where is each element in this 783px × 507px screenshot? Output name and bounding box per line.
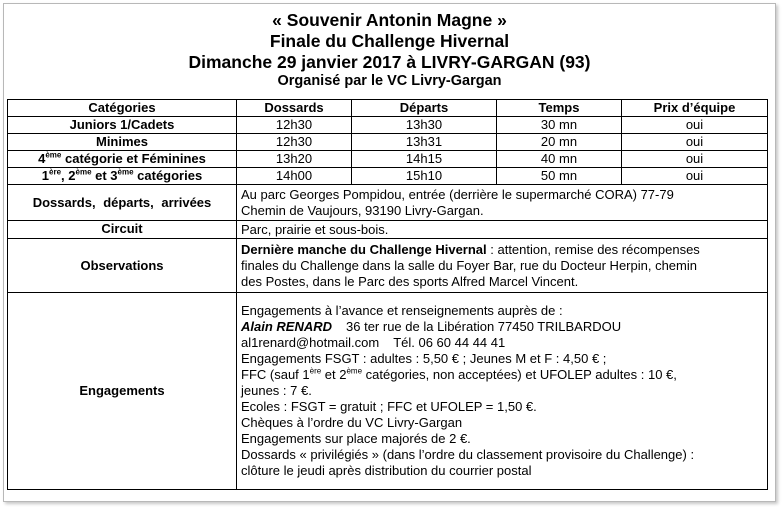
table-row	[8, 168, 768, 185]
dossards-departs-row	[8, 185, 768, 221]
document-header	[4, 10, 775, 90]
table-row	[8, 151, 768, 168]
temps-cell: 50 mn	[497, 168, 622, 185]
circuit-label: Circuit	[8, 221, 237, 239]
dossards-departs-text: Au parc Georges Pompidou, entrée (derrière le supermarché CORA) 77-79 Chemin de Vaujours, 93190 Livry-Gargan.	[237, 185, 768, 221]
departs-cell: 15h10	[352, 168, 497, 185]
header-prix: Prix d’équipe	[622, 100, 768, 117]
prix-cell: oui	[622, 168, 768, 185]
temps-cell: 20 mn	[497, 134, 622, 151]
table-row	[8, 117, 768, 134]
category-cell: 1ère, 2ème et 3ème catégories	[8, 168, 237, 185]
engagements-text: Engagements à l’avance et renseignements auprès de : Alain RENARD 36 ter rue de la Libération 77450 TRILBARDOU al1renard@hotmail.com Tél. 06 60 44 44 41 Engagements FSGT : adultes : 5,50 € ; Jeunes M et F : 4,50 € ; FFC (sauf 1ère et 2ème catégories, non acceptées) et UFOLEP adultes : 10 €, jeunes : 7 €. Ecoles : FSGT = gratuit ; FFC et UFOLEP = 1,50 €. Chèques à l’ordre du VC Livry-Gargan Engagements sur place majorés de 2 €. Dossards « privilégiés » (dans l’ordre du classement provisoire du Challenge) : clôture le jeudi après distribution du courrier postal	[237, 293, 768, 490]
contact-email: al1renard@hotmail.com	[241, 335, 380, 350]
header-temps: Temps	[497, 100, 622, 117]
temps-cell: 30 mn	[497, 117, 622, 134]
engagements-row	[8, 293, 768, 490]
departs-cell: 13h30	[352, 117, 497, 134]
race-info-table	[7, 99, 768, 490]
observations-text: Dernière manche du Challenge Hivernal : attention, remise des récompenses finales du Challenge dans la salle du Foyer Bar, rue du Docteur Herpin, chemin des Postes, dans le Parc des sports Alfred Marcel Vincent.	[237, 239, 768, 293]
departs-cell: 13h31	[352, 134, 497, 151]
circuit-text: Parc, prairie et sous-bois.	[237, 221, 768, 239]
title-souvenir: « Souvenir Antonin Magne »	[272, 10, 507, 30]
header-departs: Départs	[352, 100, 497, 117]
table-row	[8, 134, 768, 151]
title-organizer: Organisé par le VC Livry-Gargan	[277, 73, 502, 89]
dossards-cell: 13h20	[237, 151, 352, 168]
prix-cell: oui	[622, 117, 768, 134]
header-dossards: Dossards	[237, 100, 352, 117]
title-date: Dimanche 29 janvier 2017 à LIVRY-GARGAN (93)	[188, 52, 591, 72]
dossards-cell: 12h30	[237, 134, 352, 151]
temps-cell: 40 mn	[497, 151, 622, 168]
category-cell: Juniors 1/Cadets	[8, 117, 237, 134]
title-finale: Finale du Challenge Hivernal	[269, 31, 510, 51]
contact-name: Alain RENARD	[241, 319, 333, 334]
category-cell: Minimes	[8, 134, 237, 151]
dossards-cell: 12h30	[237, 117, 352, 134]
contact-phone: Tél. 06 60 44 44 41	[393, 335, 506, 350]
header-categories: Catégories	[8, 100, 237, 117]
prix-cell: oui	[622, 134, 768, 151]
dossards-cell: 14h00	[237, 168, 352, 185]
engagements-label: Engagements	[8, 293, 237, 490]
contact-address: 36 ter rue de la Libération 77450 TRILBARDOU	[346, 319, 622, 334]
category-cell: 4ème catégorie et Féminines	[8, 151, 237, 168]
departs-cell: 14h15	[352, 151, 497, 168]
observations-row	[8, 239, 768, 293]
prix-cell: oui	[622, 151, 768, 168]
dossards-departs-label: Dossards, départs, arrivées	[8, 185, 237, 221]
observations-label: Observations	[8, 239, 237, 293]
circuit-row	[8, 221, 768, 239]
table-header-row	[8, 100, 768, 117]
